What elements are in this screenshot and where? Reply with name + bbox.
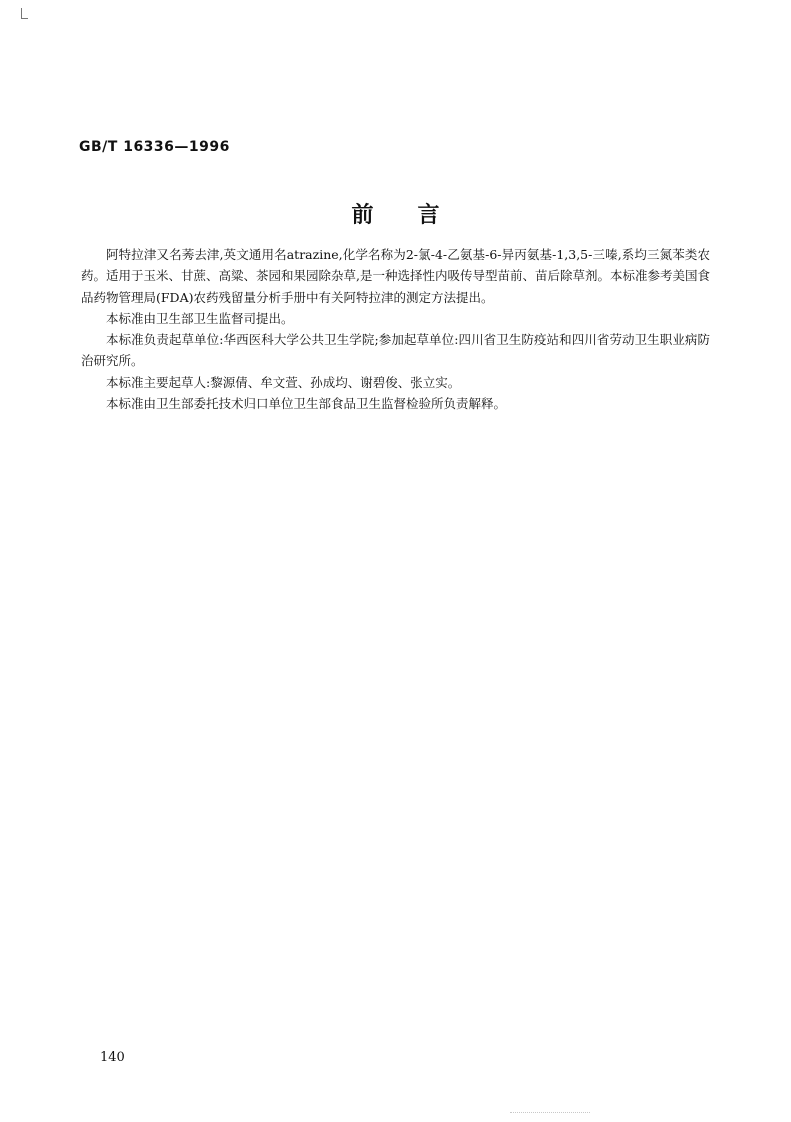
standard-code: GB/T 16336—1996 xyxy=(79,139,230,155)
paragraph-intro: 阿特拉津又名莠去津,英文通用名atrazine,化学名称为2-氯-4-乙氨基-6-异丙氨基-1,3,5-三嗪,系均三氮苯类农药。适用于玉米、甘蔗、高粱、茶园和果园除杂草,是一种选择性内吸传导型苗前、苗后除草剂。本标准参考美国食品药物管理局(FDA)农药残留量分析手册中有关阿特拉津的测定方法提出。 xyxy=(81,247,710,305)
paragraph-drafting-units: 本标准负责起草单位:华西医科大学公共卫生学院;参加起草单位:四川省卫生防疫站和四川省劳动卫生职业病防治研究所。 xyxy=(81,332,710,369)
scan-corner-mark xyxy=(21,8,28,19)
page-title: 前言 xyxy=(351,203,484,228)
page-number: 140 xyxy=(100,1050,125,1065)
paragraph-drafters: 本标准主要起草人:黎源倩、牟文萱、孙成均、谢碧俊、张立实。 xyxy=(106,374,461,390)
paragraph-proposer: 本标准由卫生部卫生监督司提出。 xyxy=(106,310,294,326)
paragraph-interpretation: 本标准由卫生部委托技术归口单位卫生部食品卫生监督检验所负责解释。 xyxy=(106,396,507,412)
scan-artifact xyxy=(510,1112,590,1115)
foreword-body xyxy=(81,244,710,414)
